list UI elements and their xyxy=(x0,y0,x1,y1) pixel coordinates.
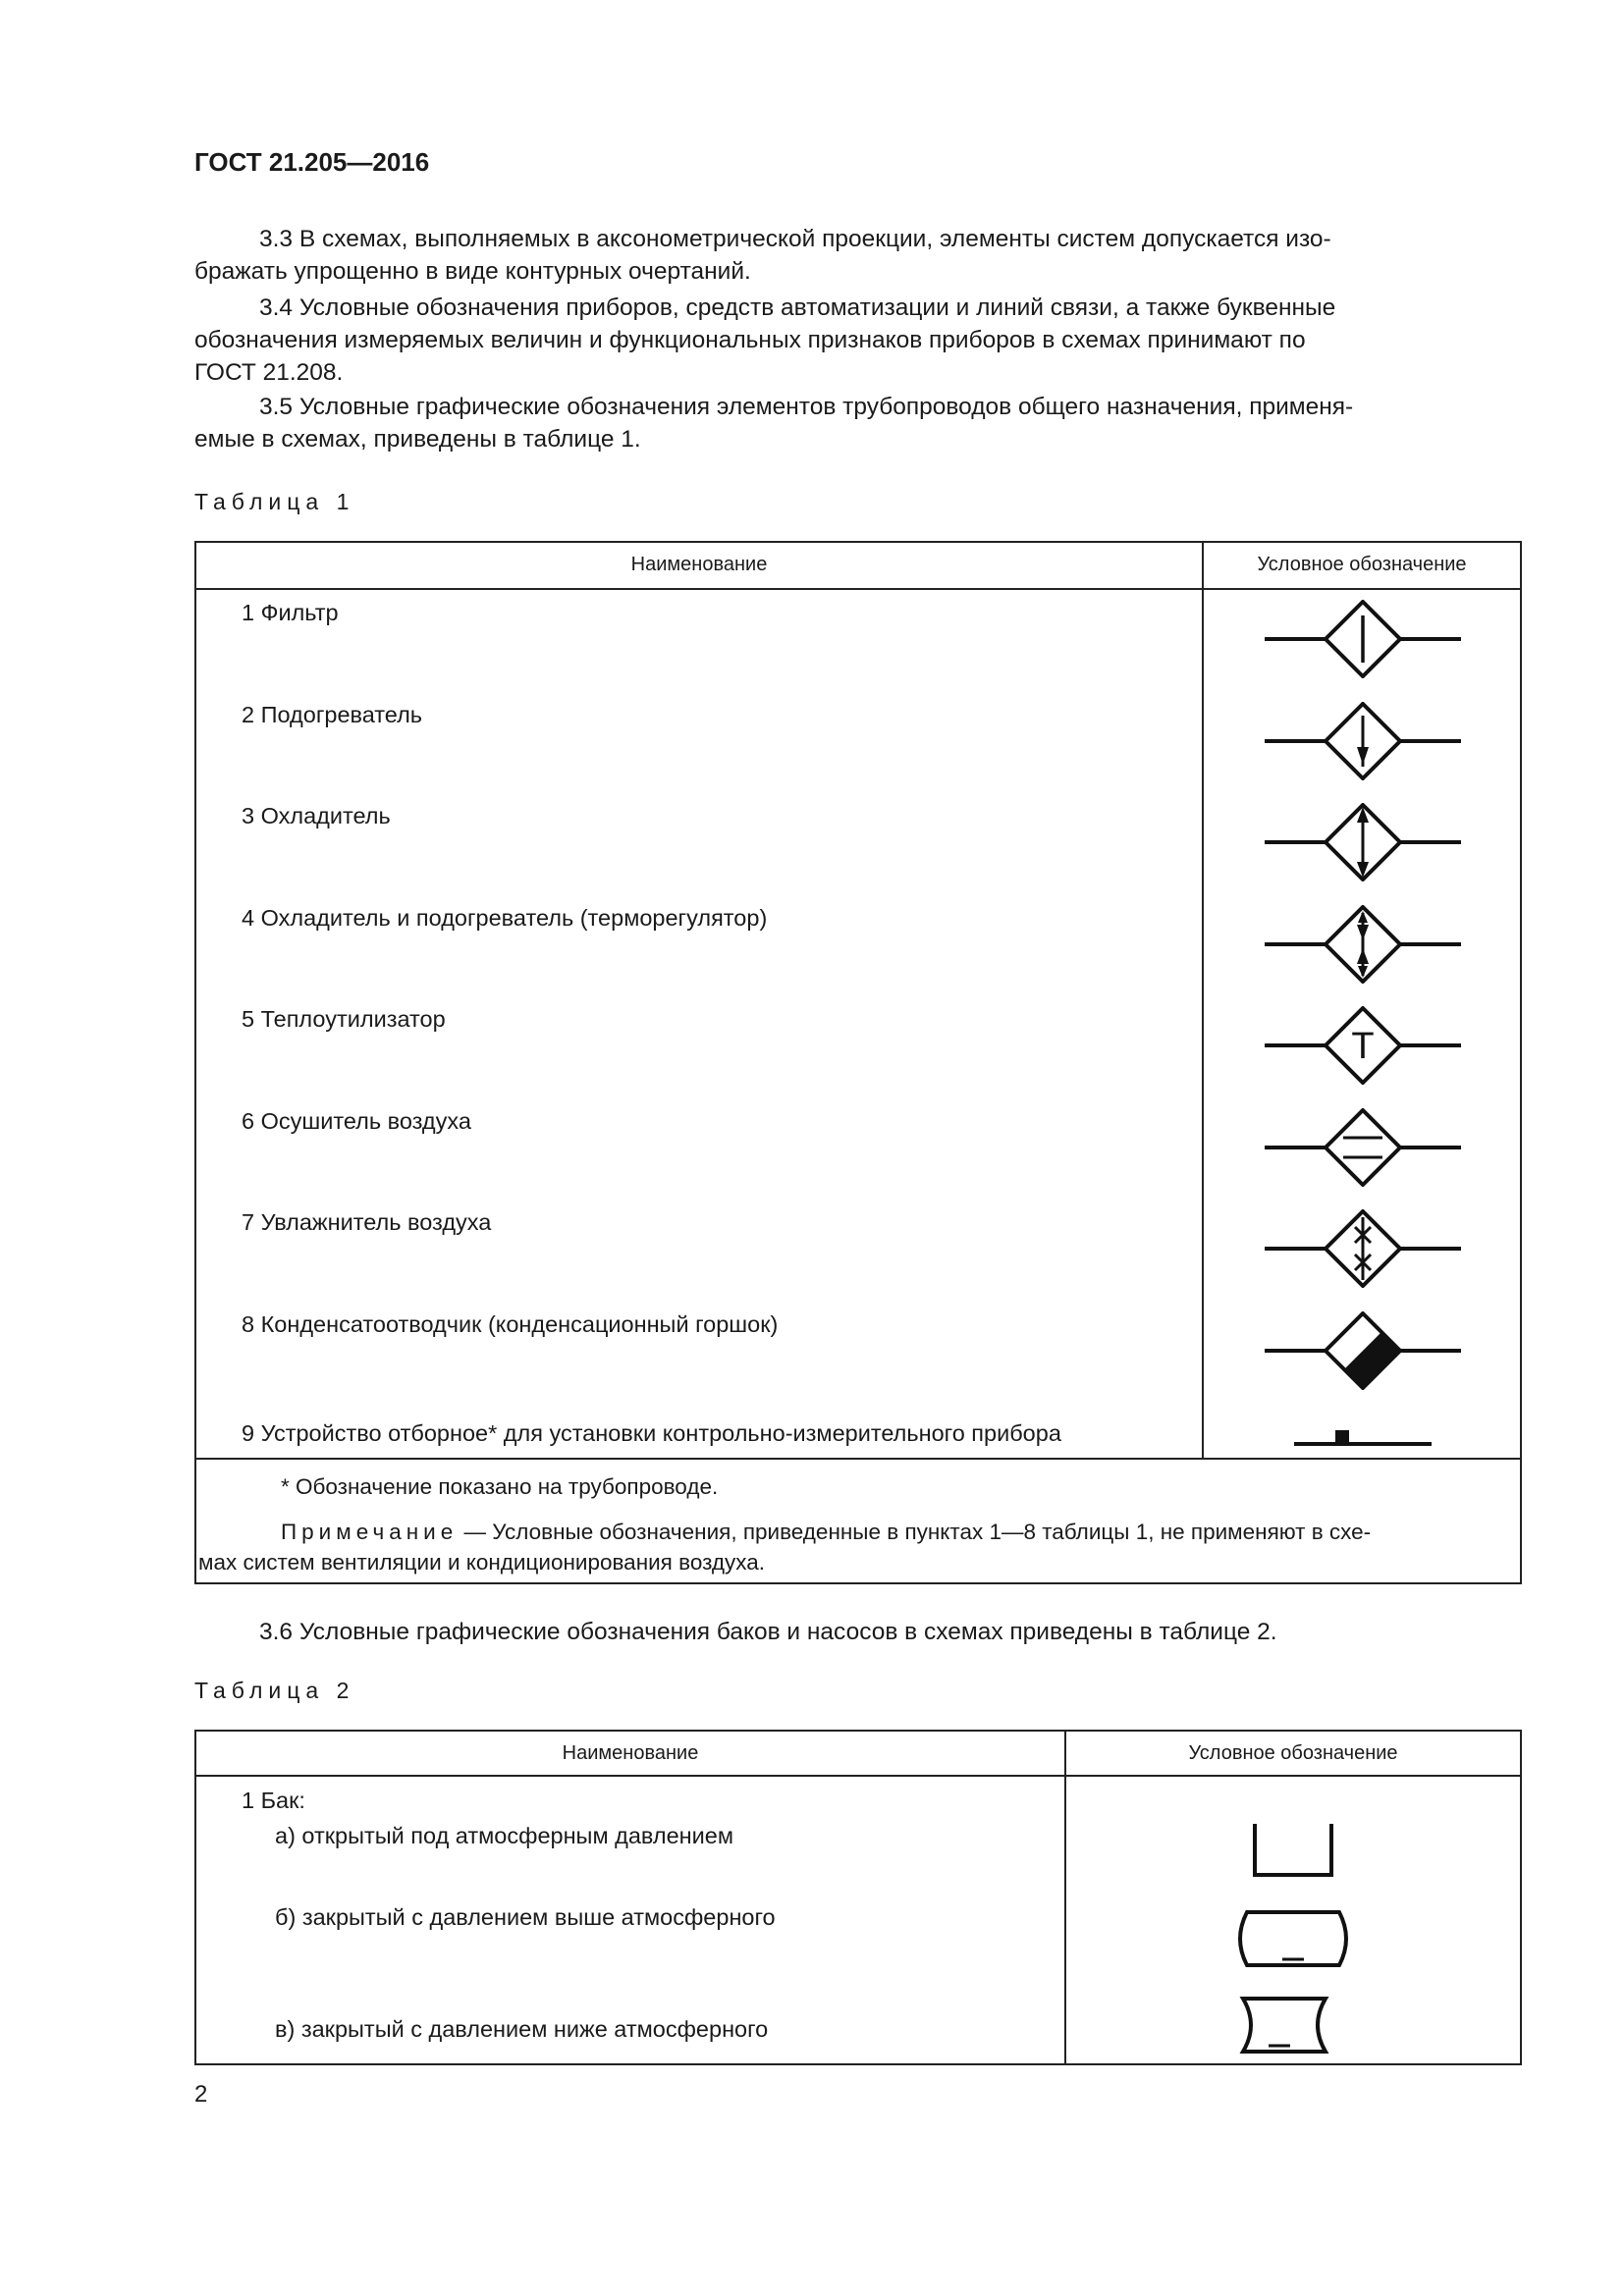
table-1-row-5-label: 5 Теплоутилизатор xyxy=(242,1006,446,1032)
cooler-symbol xyxy=(1265,803,1461,881)
table-2-column-divider xyxy=(1064,1732,1066,2063)
paragraph-3-3-lead: 3.3 В схемах, выполняемых в аксонометрической проекции, элементы систем допускается изо- xyxy=(259,226,1331,252)
table-1-column-divider xyxy=(1202,543,1204,1460)
document-code: ГОСТ 21.205—2016 xyxy=(194,147,430,177)
paragraph-3-4-rest1: обозначения измеряемых величин и функциональных признаков приборов в схемах принимают по xyxy=(194,327,1306,353)
table-1-caption: Таблица 1 xyxy=(194,489,355,514)
table-1-note-head: Примечание xyxy=(281,1520,459,1544)
table-2-caption: Таблица 2 xyxy=(194,1678,355,1703)
filter-symbol xyxy=(1265,600,1461,678)
paragraph-3-5-lead: 3.5 Условные графические обозначения элементов трубопроводов общего назначения, применя- xyxy=(259,394,1354,420)
heat-recovery-letter: Т xyxy=(1351,1026,1375,1067)
paragraph-3-5-rest: емые в схемах, приведены в таблице 1. xyxy=(194,426,641,453)
table-2-header-divider xyxy=(196,1775,1520,1777)
table-1-note-line2: мах систем вентиляции и кондиционирования воздуха. xyxy=(198,1550,766,1575)
paragraph-3-5 xyxy=(194,391,1516,455)
closed-tank-high-pressure-symbol xyxy=(1233,1908,1353,1969)
table-1-row-3-label: 3 Охладитель xyxy=(242,803,391,828)
open-tank-symbol xyxy=(1251,1824,1335,1879)
paragraph-3-4-rest2: ГОСТ 21.208. xyxy=(194,359,344,386)
heat-recovery-symbol xyxy=(1265,1006,1461,1085)
air-humidifier-symbol xyxy=(1265,1209,1461,1288)
closed-tank-low-pressure-symbol xyxy=(1239,1995,1329,2056)
table-2 xyxy=(194,1730,1522,2065)
table-1-row-1-label: 1 Фильтр xyxy=(242,600,339,625)
table-2-col-name-header: Наименование xyxy=(562,1742,699,1764)
table-2-row-a-label: а) открытый под атмосферным давлением xyxy=(275,1823,733,1848)
paragraph-3-6 xyxy=(194,1616,1516,1648)
page-number: 2 xyxy=(194,2081,208,2108)
table-1-note-line1: — Условные обозначения, приведенные в пунктах 1—8 таблицы 1, не применяют в схе- xyxy=(458,1520,1372,1544)
table-1-row-8-label: 8 Конденсатоотводчик (конденсационный горшок) xyxy=(242,1311,779,1337)
table-1-footnote: * Обозначение показано на трубопроводе. xyxy=(281,1474,719,1499)
table-2-col-symbol-header: Условное обозначение xyxy=(1188,1742,1398,1764)
paragraph-3-3-rest: бражать упрощенно в виде контурных очертаний. xyxy=(194,258,751,285)
paragraph-3-6-text: 3.6 Условные графические обозначения баков и насосов в схемах приведены в таблице 2. xyxy=(259,1619,1277,1645)
paragraph-3-3 xyxy=(194,223,1516,288)
table-1 xyxy=(194,541,1522,1584)
table-1-col-symbol-header: Условное обозначение xyxy=(1257,554,1467,575)
condensate-trap-symbol xyxy=(1265,1311,1461,1390)
paragraph-3-4 xyxy=(194,292,1516,389)
air-dryer-symbol xyxy=(1265,1108,1461,1187)
table-1-row-2-label: 2 Подогреватель xyxy=(242,702,423,727)
paragraph-3-4-lead: 3.4 Условные обозначения приборов, средств автоматизации и линий связи, а также буквенные xyxy=(259,294,1336,321)
table-1-body-divider xyxy=(196,1458,1520,1460)
table-2-group-label: 1 Бак: xyxy=(242,1788,305,1813)
table-1-row-4-label: 4 Охладитель и подогреватель (терморегулятор) xyxy=(242,905,768,931)
table-1-row-9-label: 9 Устройство отборное* для установки контрольно-измерительного прибора xyxy=(242,1420,1061,1446)
table-1-col-name-header: Наименование xyxy=(630,554,768,575)
heater-symbol xyxy=(1265,702,1461,780)
table-2-row-c-label: в) закрытый с давлением ниже атмосферного xyxy=(275,2016,769,2042)
table-1-row-6-label: 6 Осушитель воздуха xyxy=(242,1108,471,1134)
table-2-row-b-label: б) закрытый с давлением выше атмосферного xyxy=(275,1904,776,1930)
table-1-note xyxy=(281,1517,1371,1547)
table-1-header-divider xyxy=(196,588,1520,590)
table-1-row-7-label: 7 Увлажнитель воздуха xyxy=(242,1209,492,1235)
thermoregulator-symbol xyxy=(1265,905,1461,984)
sampling-device-symbol xyxy=(1294,1424,1432,1450)
